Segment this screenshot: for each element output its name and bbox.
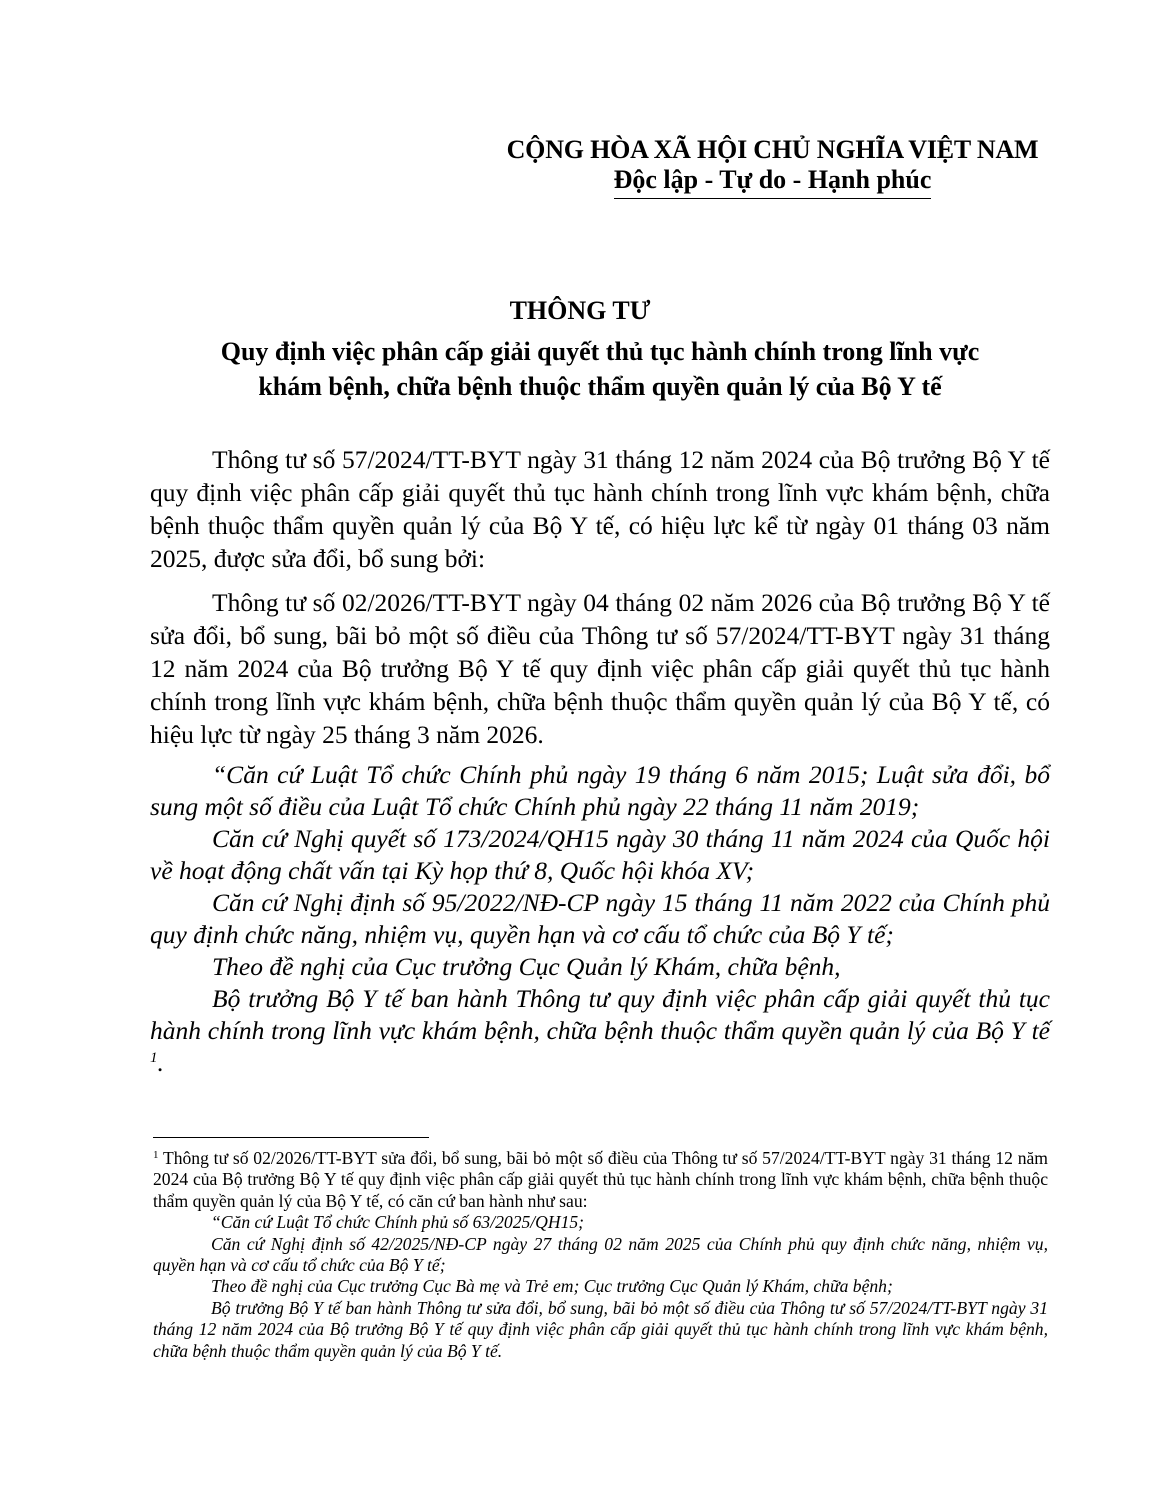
preamble-item: Theo đề nghị của Cục trưởng Cục Quản lý Khám, chữa bệnh, — [212, 952, 841, 981]
footnote-citation: Theo đề nghị của Cục trưởng Cục Bà mẹ và Trẻ em; Cục trưởng Cục Quản lý Khám, chữa bệnh; — [211, 1276, 893, 1297]
footnote-section — [153, 1148, 1048, 1362]
preamble-item: “Căn cứ Luật Tổ chức Chính phủ ngày 19 tháng 6 năm 2015; Luật sửa đổi, bổ sung một số điều của Luật Tổ chức Chính phủ ngày 22 tháng 11 năm 2019; — [150, 760, 1050, 821]
footnote-separator — [153, 1137, 429, 1138]
footnote-citation: “Căn cứ Luật Tổ chức Chính phủ số 63/2025/QH15; — [211, 1212, 585, 1233]
footnote-citation: Căn cứ Nghị định số 42/2025/NĐ-CP ngày 27 tháng 02 năm 2025 của Chính phủ quy định chức năng, nhiệm vụ, quyền hạn và cơ cấu tổ chức của Bộ Y tế; — [153, 1233, 1048, 1276]
footnote-reference[interactable]: 1 — [150, 1050, 158, 1066]
subtitle-line-1: Quy định việc phân cấp giải quyết thủ tục hành chính trong lĩnh vực — [220, 337, 980, 366]
amendment-paragraph — [150, 586, 1050, 751]
preamble-item: Căn cứ Nghị định số 95/2022/NĐ-CP ngày 15 tháng 11 năm 2022 của Chính phủ quy định chức năng, nhiệm vụ, quyền hạn và cơ cấu tổ chức của Bộ Y tế; — [150, 888, 1050, 949]
document-type: THÔNG TƯ — [509, 296, 651, 325]
national-header — [500, 135, 1045, 199]
closing-punctuation: . — [157, 1048, 164, 1077]
preamble-item-final — [150, 983, 1050, 1079]
national-name: CỘNG HÒA XÃ HỘI CHỦ NGHĨA VIỆT NAM — [506, 135, 1039, 164]
preamble-item: Căn cứ Nghị quyết số 173/2024/QH15 ngày 30 tháng 11 năm 2024 của Quốc hội về hoạt động chất vấn tại Kỳ họp thứ 8, Quốc hội khóa XV; — [150, 824, 1050, 885]
motto-underline — [614, 198, 931, 199]
national-motto: Độc lập - Tự do - Hạnh phúc — [613, 165, 932, 194]
footnote-body — [153, 1148, 1048, 1212]
footnote-text: Thông tư số 02/2026/TT-BYT sửa đổi, bổ sung, bãi bỏ một số điều của Thông tư số 57/2024/TT-BYT ngày 31 tháng 12 năm 2024 của Bộ trưởng Bộ Y tế quy định việc phân cấp giải quyết thủ tục hành chính trong lĩnh vực khám bệnh, chữa bệnh thuộc thẩm quyền quản lý của Bộ Y tế, có căn cứ ban hành như sau: — [153, 1148, 1048, 1211]
intro-paragraph — [150, 443, 1050, 575]
amendment-text: Thông tư số 02/2026/TT-BYT ngày 04 tháng 02 năm 2026 của Bộ trưởng Bộ Y tế sửa đổi, bổ sung, bãi bỏ một số điều của Thông tư số 57/2024/TT-BYT ngày 31 tháng 12 năm 2024 của Bộ trưởng Bộ Y tế quy định việc phân cấp giải quyết thủ tục hành chính trong lĩnh vực khám bệnh, chữa bệnh thuộc thẩm quyền quản lý của Bộ Y tế, có hiệu lực từ ngày 25 tháng 3 năm 2026. — [150, 588, 1050, 749]
intro-text: Thông tư số 57/2024/TT-BYT ngày 31 tháng 12 năm 2024 của Bộ trưởng Bộ Y tế quy định việc phân cấp giải quyết thủ tục hành chính trong lĩnh vực khám bệnh, chữa bệnh thuộc thẩm quyền quản lý của Bộ Y tế, có hiệu lực kể từ ngày 01 tháng 03 năm 2025, được sửa đổi, bổ sung bởi: — [150, 445, 1050, 573]
preamble — [150, 759, 1050, 1079]
subtitle-line-2: khám bệnh, chữa bệnh thuộc thẩm quyền quản lý của Bộ Y tế — [258, 372, 942, 401]
preamble-final-text: Bộ trưởng Bộ Y tế ban hành Thông tư quy định việc phân cấp giải quyết thủ tục hành chính trong lĩnh vực khám bệnh, chữa bệnh thuộc thẩm quyền quản lý của Bộ Y tế — [150, 984, 1050, 1045]
footnote-citation: Bộ trưởng Bộ Y tế ban hành Thông tư sửa đổi, bổ sung, bãi bỏ một số điều của Thông tư số 57/2024/TT-BYT ngày 31 tháng 12 năm 2024 của Bộ trưởng Bộ Y tế quy định việc phân cấp giải quyết thủ tục hành chính trong lĩnh vực khám bệnh, chữa bệnh thuộc thẩm quyền quản lý của Bộ Y tế. — [153, 1297, 1048, 1361]
footnote-number: 1 — [153, 1149, 159, 1161]
document-subtitle — [150, 334, 1050, 404]
